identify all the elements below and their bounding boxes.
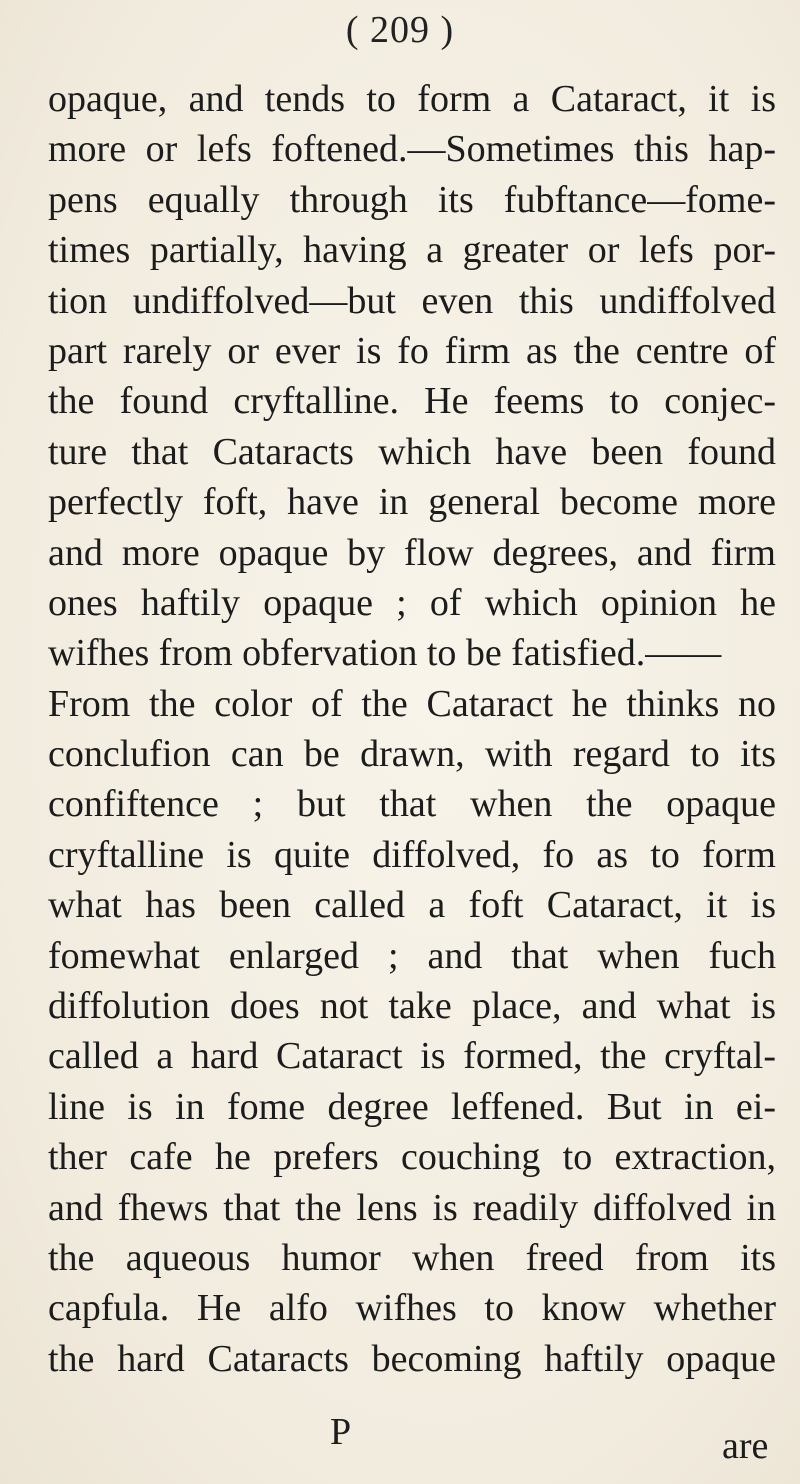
text-line: part rarely or ever is fo firm as the centre of xyxy=(48,329,776,372)
text-line: cryftalline is quite diffolved, fo as to form xyxy=(48,833,776,876)
text-line: opaque, and tends to form a Cataract, it is xyxy=(48,78,776,120)
catchword: are xyxy=(722,1425,769,1467)
text-line: and fhews that the lens is readily diffolved in xyxy=(48,1186,776,1229)
text-line: the hard Cataracts becoming haftily opaque xyxy=(48,1337,776,1380)
text-line: what has been called a foft Cataract, it is xyxy=(48,884,776,927)
text-line: capfula. He alfo wifhes to know whether xyxy=(48,1287,776,1330)
text-line: line is in fome degree leffened. But in ei- xyxy=(48,1085,776,1128)
body-text xyxy=(48,74,776,1384)
text-line: called a hard Cataract is formed, the cryftal- xyxy=(48,1035,776,1078)
text-line: the found cryftalline. He feems to conjec- xyxy=(48,380,776,423)
text-line: and more opaque by flow degrees, and firm xyxy=(48,531,776,574)
text-line: tion undiffolved—but even this undiffolved xyxy=(48,279,776,322)
text-line: times partially, having a greater or lefs por- xyxy=(48,229,776,272)
page-number: ( 209 ) xyxy=(345,9,455,51)
text-line: wifhes from obfervation to be fatisfied.—— xyxy=(48,632,722,675)
text-line: ture that Cataracts which have been found xyxy=(48,430,776,473)
text-line: the aqueous humor when freed from its xyxy=(48,1236,776,1279)
signature-mark: P xyxy=(330,1411,352,1453)
text-line: diffolution does not take place, and what is xyxy=(48,985,776,1028)
text-line: confiftence ; but that when the opaque xyxy=(48,783,776,826)
text-line: pens equally through its fubftance—fome- xyxy=(48,178,776,221)
text-line: fomewhat enlarged ; and that when fuch xyxy=(48,934,776,977)
text-line: ones haftily opaque ; of which opinion he xyxy=(48,581,776,624)
page-footer xyxy=(0,1410,800,1467)
text-line: more or lefs foftened.—Sometimes this hap- xyxy=(48,128,776,171)
text-line: ther cafe he prefers couching to extraction, xyxy=(48,1136,776,1179)
text-line: From the color of the Cataract he thinks no xyxy=(48,682,776,725)
text-line: perfectly foft, have in general become more xyxy=(48,481,776,524)
text-line: conclufion can be drawn, with regard to its xyxy=(48,733,776,776)
